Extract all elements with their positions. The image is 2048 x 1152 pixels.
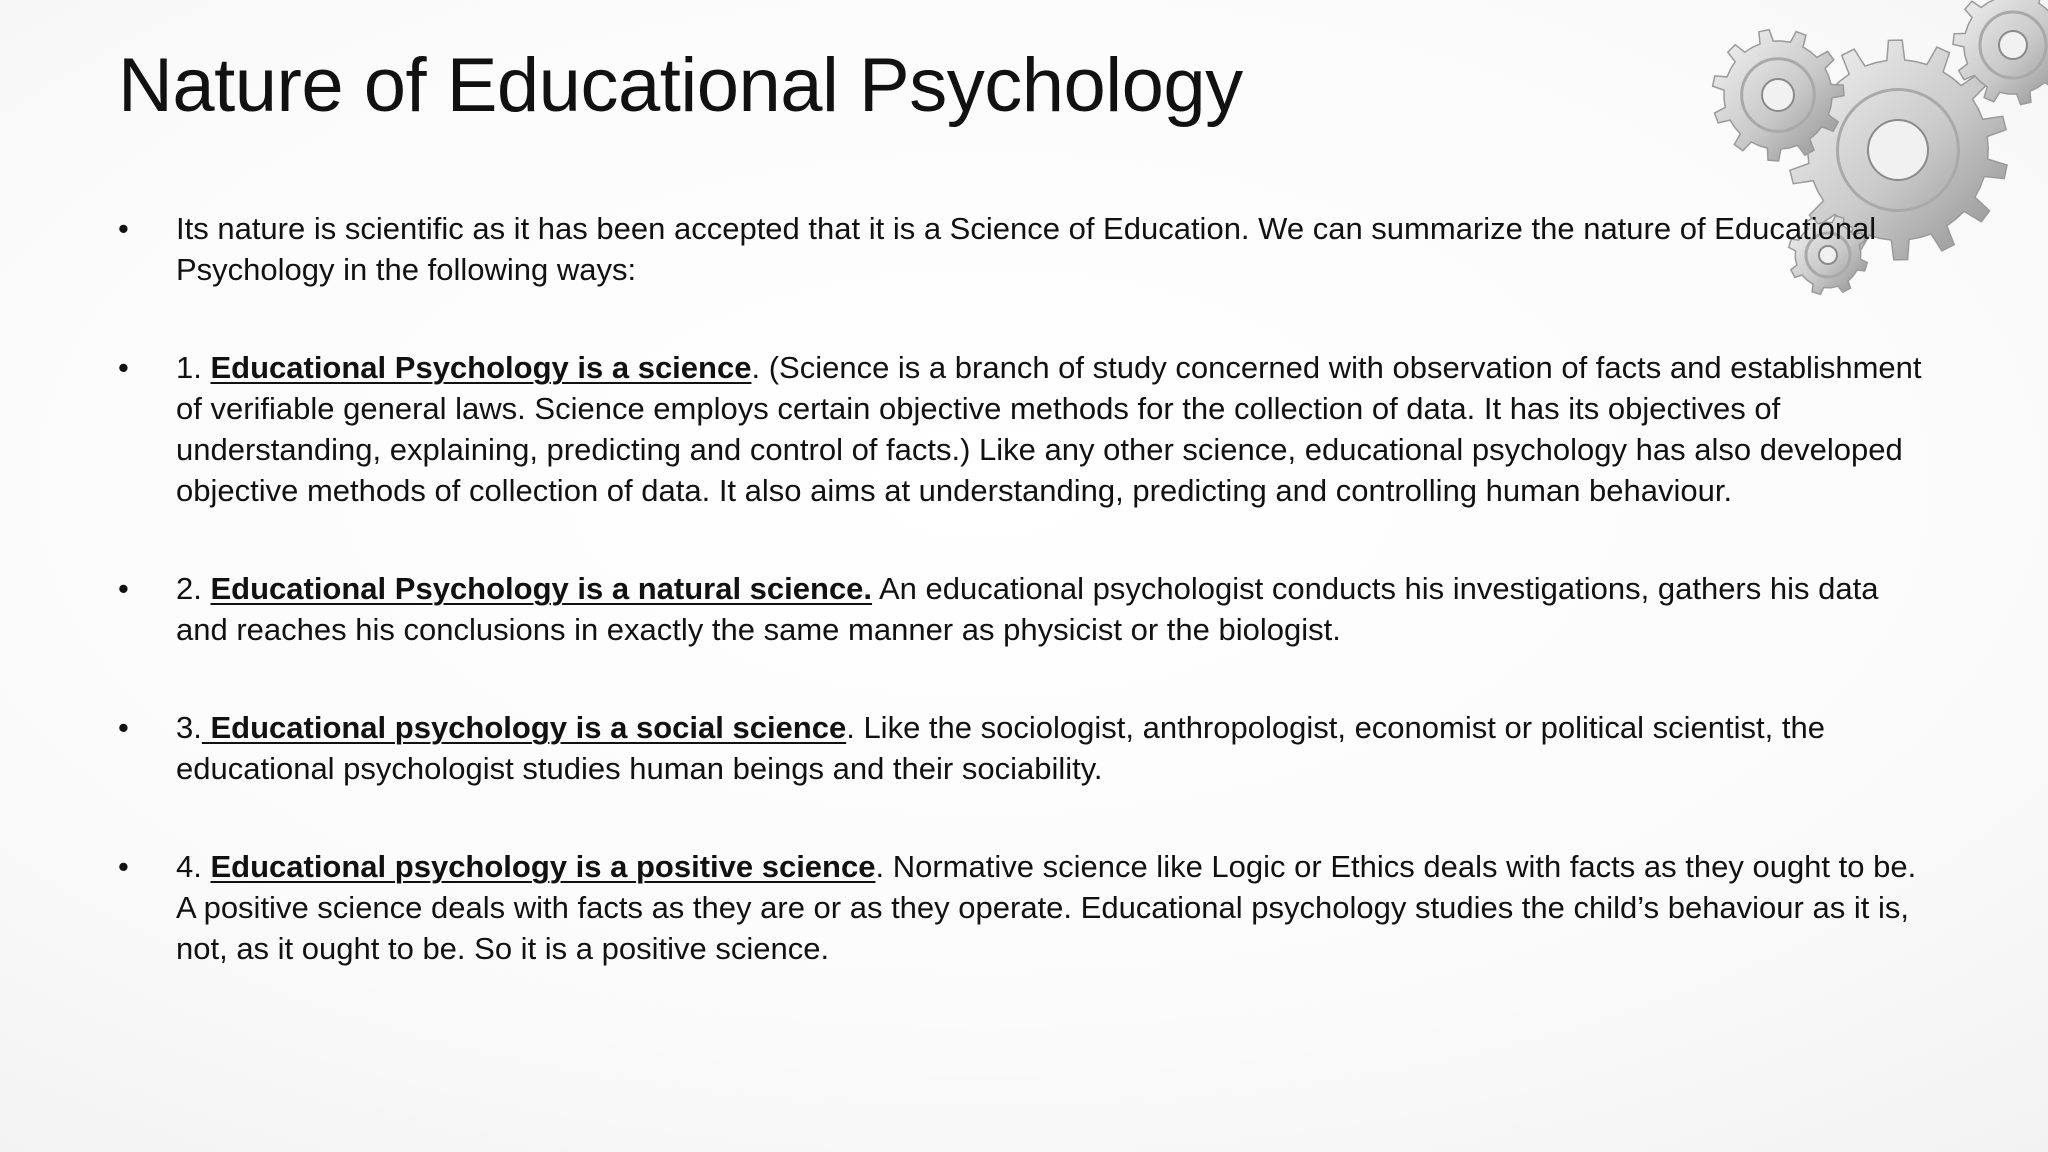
bullet-marker: • [118,211,129,246]
bullet-text: . (Science is a branch of study concerned with observation of facts and establishment of verifiable general laws. Science employs certain objective methods for the collection of data. It has its objectives of understanding, explaining, predicting and control of facts.) Like any other science, educational psychology has also developed objective methods of collection of data. It also aims at understanding, predicting and controlling human behaviour. [176,350,1922,508]
bullet-item [118,846,1938,969]
bullet-item [118,347,1938,511]
bullet-marker: • [118,710,129,745]
bullet-heading: Educational psychology is a positive science [210,849,876,884]
bullet-item [118,568,1938,650]
bullet-heading: Educational psychology is a social science [201,710,847,745]
bullet-text: An educational psychologist conducts his investigations, gathers his data and reaches his conclusions in exactly the same manner as physicist or the biologist. [176,571,1879,647]
bullet-text: Its nature is scientific as it has been accepted that it is a Science of Education. We can summarize the nature of Educational Psychology in the following ways: [176,211,1877,287]
bullet-heading: Educational Psychology is a science [210,350,752,385]
bullet-number: 2. [176,571,211,606]
bullet-heading: Educational Psychology is a natural science. [210,571,873,606]
bullet-marker: • [118,571,129,606]
bullet-text: . Like the sociologist, anthropologist, economist or political scientist, the educational psychologist studies human beings and their sociability. [176,710,1825,786]
bullet-number: 1. [176,350,211,385]
bullet-marker: • [118,350,129,385]
bullet-item [118,208,1938,290]
slide-title: Nature of Educational Psychology [118,43,1243,128]
bullet-marker: • [118,849,129,884]
bullet-list [118,208,1938,969]
bullet-text: . Normative science like Logic or Ethics deals with facts as they ought to be. A positive science deals with facts as they are or as they operate. Educational psychology studies the child’s behaviour as it is, not, as it ought to be. So it is a positive science. [176,849,1917,966]
bullet-number: 4. [176,849,211,884]
bullet-item [118,707,1938,789]
bullet-number: 3. [176,710,202,745]
